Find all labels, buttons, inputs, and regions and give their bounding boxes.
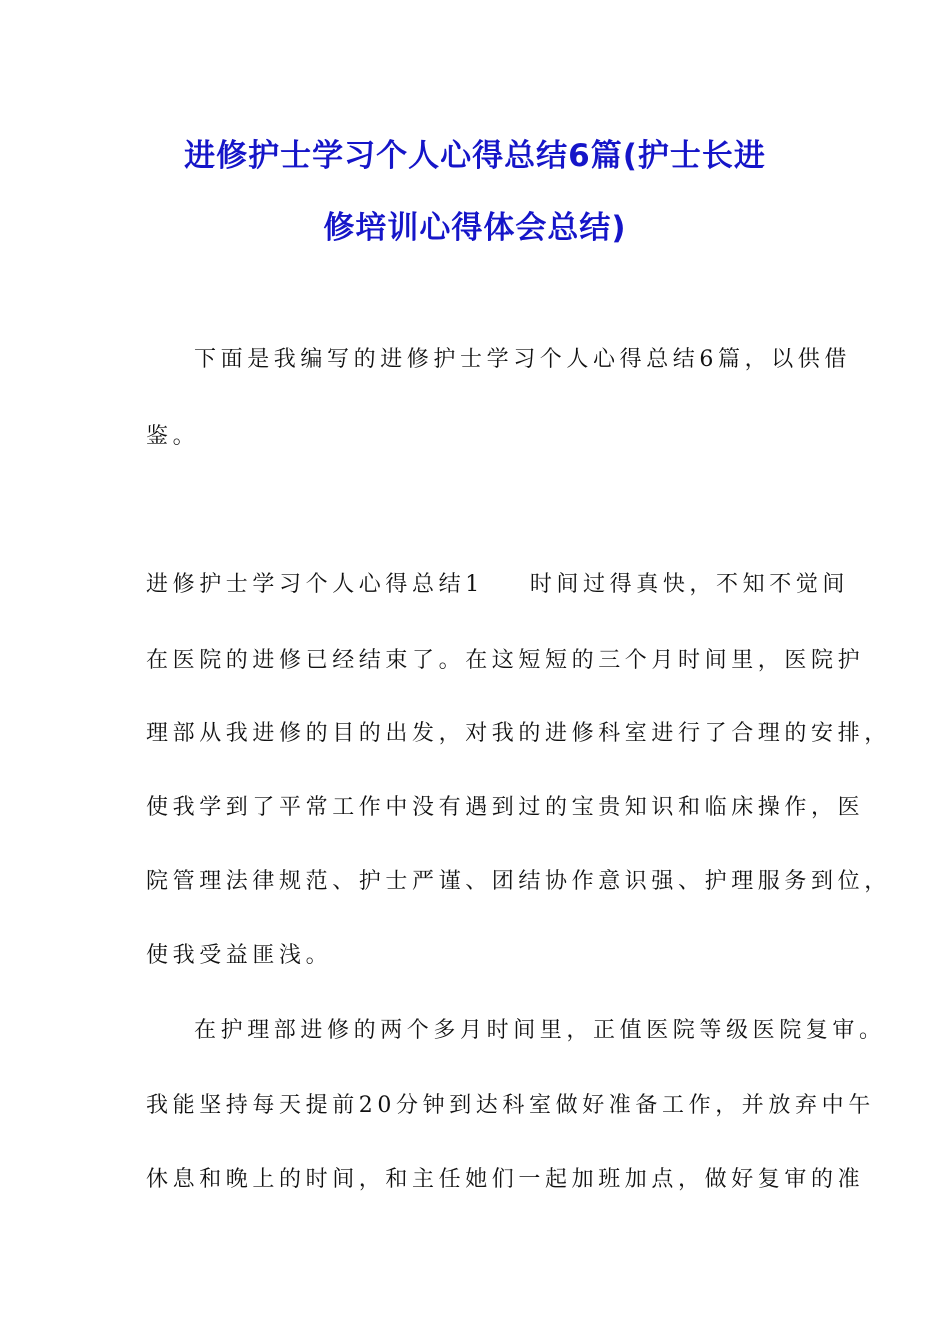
intro-line-2: 鉴。	[146, 424, 200, 449]
section-1-heading-tail: 时间过得真快，不知不觉间	[529, 572, 850, 597]
paragraph-2-line-2: 我能坚持每天提前20分钟到达科室做好准备工作，并放弃中午	[146, 1093, 875, 1118]
paragraph-1-line-3: 使我学到了平常工作中没有遇到过的宝贵知识和临床操作，医	[146, 795, 865, 820]
paragraph-1-line-1: 在医院的进修已经结束了。在这短短的三个月时间里，医院护	[146, 648, 865, 673]
intro-line-1: 下面是我编写的进修护士学习个人心得总结6篇，以供借	[194, 347, 851, 372]
section-1-heading: 进修护士学习个人心得总结1	[146, 572, 484, 597]
document-title-line-1: 进修护士学习个人心得总结6篇(护士长进	[184, 138, 766, 174]
section-1-heading-line	[146, 570, 849, 600]
paragraph-2-line-3: 休息和晚上的时间，和主任她们一起加班加点，做好复审的准	[146, 1167, 865, 1192]
paragraph-1-line-4: 院管理法律规范、护士严谨、团结协作意识强、护理服务到位，	[146, 869, 891, 894]
paragraph-1-line-2: 理部从我进修的目的出发，对我的进修科室进行了合理的安排，	[146, 721, 891, 746]
paragraph-1-line-5: 使我受益匪浅。	[146, 943, 333, 968]
paragraph-2-line-1: 在护理部进修的两个多月时间里，正值医院等级医院复审。	[194, 1018, 886, 1043]
document-title-line-2: 修培训心得体会总结)	[323, 210, 627, 246]
